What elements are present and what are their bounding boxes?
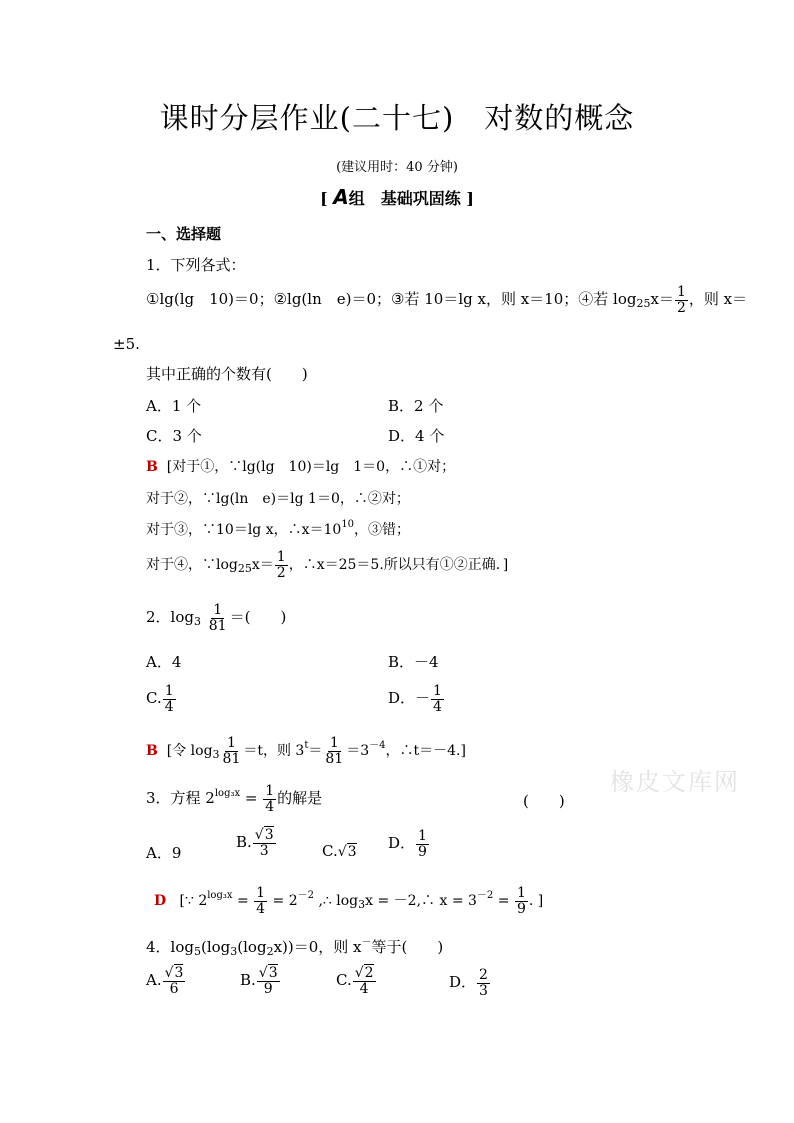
q2-answer: B xyxy=(146,743,158,760)
q2-stem-fraction: $\frac{1}{81}$ xyxy=(208,602,227,634)
q1-option-c: C．3 个 xyxy=(146,427,202,445)
section-heading: 一、选择题 xyxy=(146,225,222,243)
q2-exp-text-e: ，∴t＝－4.] xyxy=(385,743,466,760)
q3-exp-text-g: . ] xyxy=(528,893,544,910)
q3-option-a: A．9 xyxy=(146,844,182,862)
q2-exp-text-b: ＝t，则 3 xyxy=(243,743,305,760)
q2-exp-text-a: [令 log xyxy=(166,743,213,760)
q4-option-a-prefix: A. xyxy=(146,971,162,990)
q2-stem-text-b: ＝( ) xyxy=(229,608,287,627)
q3-exp-text-a: [∵ 2 xyxy=(179,893,208,910)
q1-option-b: B．2 个 xyxy=(388,397,444,415)
q4-option-d-fraction: $\frac{2}{3}$ xyxy=(479,967,488,999)
q4-stem-sub-2: 3 xyxy=(230,945,238,958)
q2-option-c-fraction: $\frac{1}{4}$ xyxy=(164,683,174,715)
q3-exp-text-d: ,∴ log xyxy=(314,893,359,910)
q1-body-text-b: x＝ xyxy=(650,290,674,309)
q1-exp4-text-c: ，∴x＝25＝5.所以只有①②正确．] xyxy=(288,557,509,574)
q3-exp-sup: log₃x xyxy=(207,890,233,902)
watermark-text: 橡皮文库网 xyxy=(610,768,740,796)
q4-option-a xyxy=(146,966,186,996)
q4-stem xyxy=(146,933,443,958)
q3-answer-paren: ( ) xyxy=(523,792,565,810)
q2-exp-sup-1: t xyxy=(304,740,309,752)
q3-exp-text-b: = xyxy=(232,893,254,910)
q1-exp3-text-b: ，③错； xyxy=(354,522,411,538)
q3-option-b-fraction: $\frac{√3}{3}$ xyxy=(254,827,274,859)
q1-exp4-sub: 25 xyxy=(237,562,252,576)
q4-option-b-fraction: $\frac{√3}{9}$ xyxy=(258,965,278,997)
q4-stem-text-a: 4．log xyxy=(146,938,194,956)
q3-answer: D xyxy=(154,893,167,910)
q3-option-c-prefix: C. xyxy=(322,842,338,860)
q1-body-wrap: ±5. xyxy=(113,335,140,353)
q3-option-d-fraction: $\frac{1}{9}$ xyxy=(418,828,427,860)
q1-body-text-c: ，则 x＝ xyxy=(688,290,748,309)
q3-stem-text-c: 的解是 xyxy=(277,789,323,808)
q1-body-text-a: ①lg(lg 10)＝0；②lg(ln e)＝0；③若 10＝lg x，则 x＝10；④若 log xyxy=(146,290,637,309)
q3-exp-sub: 3 xyxy=(358,898,366,912)
q1-explanation-4 xyxy=(146,550,508,580)
q1-body-fraction: $\frac{1}{2}$ xyxy=(676,284,686,316)
q2-option-c xyxy=(146,684,177,714)
q3-exp-text-e: x = －2,∴ x = 3 xyxy=(365,893,477,910)
q1-explanation-2: 对于②，∵lg(ln e)＝lg 1＝0，∴②对； xyxy=(146,491,410,507)
q3-stem-text-b: = xyxy=(240,789,263,808)
q3-exp-fraction-2: $\frac{1}{9}$ xyxy=(516,885,526,917)
q1-explanation-1 xyxy=(146,456,455,476)
q3-stem-sup: log₃x xyxy=(214,788,241,800)
q4-option-b xyxy=(240,966,281,996)
q2-stem-text-a: 2．log xyxy=(146,608,194,627)
q3-exp-text-c: = 2 xyxy=(268,893,298,910)
q3-option-c xyxy=(322,842,357,860)
q1-stem: 1．下列各式： xyxy=(146,256,246,274)
q2-stem xyxy=(146,603,286,633)
q2-option-c-prefix: C. xyxy=(146,689,162,708)
q3-exp-text-f: = xyxy=(493,893,514,910)
q1-option-d: D．4 个 xyxy=(388,427,445,445)
q4-option-b-prefix: B. xyxy=(240,971,256,990)
q2-option-d-prefix: D．－ xyxy=(388,689,431,708)
q2-option-b: B．－4 xyxy=(388,653,439,671)
q4-option-d xyxy=(449,968,491,998)
q4-stem-sub-3: 2 xyxy=(266,945,274,958)
q2-explanation xyxy=(146,736,466,766)
q1-exp4-text-b: x＝ xyxy=(251,557,274,574)
q4-stem-sup: － xyxy=(361,937,372,948)
q1-exp4-text-a: 对于④，∵log xyxy=(146,557,238,574)
group-label: 组 基础巩固练 xyxy=(348,189,461,208)
q3-stem-text-a: 3．方程 2 xyxy=(146,789,215,808)
q3-exp-sup-3: －2 xyxy=(476,890,494,902)
q3-exp-sup-2: －2 xyxy=(297,890,314,902)
q2-exp-text-d: ＝3 xyxy=(346,743,370,760)
group-badge: A xyxy=(333,185,349,209)
q2-stem-sub: 3 xyxy=(193,615,201,629)
q2-exp-sub: 3 xyxy=(212,748,220,762)
q1-answer: B xyxy=(146,459,158,475)
q3-option-b xyxy=(236,828,277,858)
q2-exp-sup-2: －4 xyxy=(369,740,386,752)
q3-exp-fraction-1: $\frac{1}{4}$ xyxy=(256,885,266,917)
q4-option-a-fraction: $\frac{√3}{6}$ xyxy=(164,965,184,997)
q2-exp-fraction-1: $\frac{1}{81}$ xyxy=(222,735,241,767)
q4-stem-text-e: 等于( ) xyxy=(371,938,444,956)
q3-option-d xyxy=(388,829,430,859)
q1-exp4-fraction: $\frac{1}{2}$ xyxy=(276,549,286,581)
group-open-bracket: [ xyxy=(320,189,328,208)
q4-stem-sub-1: 5 xyxy=(193,945,201,958)
q1-option-a: A．1 个 xyxy=(146,397,202,415)
q3-stem xyxy=(146,784,322,814)
q1-body xyxy=(146,285,747,315)
q1-explanation-3 xyxy=(146,519,410,539)
q3-explanation xyxy=(154,886,543,916)
q1-exp3-text-a: 对于③，∵10＝lg x，∴x＝10 xyxy=(146,522,342,538)
q1-body-sub: 25 xyxy=(636,297,651,311)
q1-exp3-sup: 10 xyxy=(341,519,355,530)
q4-stem-text-c: (log xyxy=(237,938,267,956)
q2-option-a: A．4 xyxy=(146,653,182,671)
group-heading xyxy=(0,185,794,209)
q3-option-b-prefix: B. xyxy=(236,833,252,852)
page-title: 课时分层作业(二十七) 对数的概念 xyxy=(159,101,635,135)
q1-exp1-text: [对于①，∵lg(lg 10)＝lg 1＝0，∴①对； xyxy=(166,459,456,475)
q3-option-d-prefix: D． xyxy=(388,834,416,853)
q2-option-d xyxy=(388,684,445,714)
q4-stem-text-d: x))＝0，则 x xyxy=(273,938,362,956)
q4-option-c-prefix: C. xyxy=(336,971,352,990)
q3-option-c-sqrt: √3 xyxy=(337,844,357,860)
suggested-time: (建议用时：40 分钟) xyxy=(336,160,458,175)
q2-exp-fraction-2: $\frac{1}{81}$ xyxy=(325,735,344,767)
q4-option-d-prefix: D． xyxy=(449,973,477,992)
q2-option-d-fraction: $\frac{1}{4}$ xyxy=(433,683,442,715)
q4-option-c xyxy=(336,966,377,996)
q2-exp-text-c: ＝ xyxy=(308,743,323,760)
q1-ask: 其中正确的个数有( ) xyxy=(146,365,308,383)
q4-option-c-fraction: $\frac{√2}{4}$ xyxy=(354,965,374,997)
q3-stem-fraction: $\frac{1}{4}$ xyxy=(265,783,275,815)
group-close-bracket: ] xyxy=(466,189,474,208)
q4-stem-text-b: (log xyxy=(200,938,231,956)
